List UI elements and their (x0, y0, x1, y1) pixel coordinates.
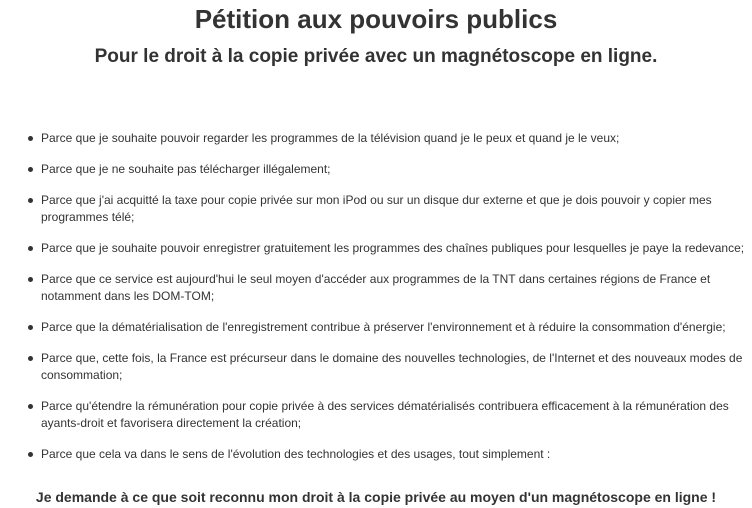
reason-text: Parce que j'ai acquitté la taxe pour copie privée sur mon iPod ou sur un disque dur externe et que je dois pouvoir y copier mes programmes télé; (41, 193, 712, 224)
bullet-icon (28, 167, 33, 172)
list-item (0, 240, 752, 257)
reasons-list (0, 130, 752, 477)
reason-text: Parce qu'étendre la rémunération pour copie privée à des services dématérialisés contribuera efficacement à la rémunération des ayants-droit et favorisera directement la création; (41, 399, 729, 430)
list-item (0, 192, 752, 226)
list-item (0, 130, 752, 147)
bullet-icon (28, 277, 33, 282)
reason-text: Parce que je ne souhaite pas télécharger illégalement; (41, 162, 331, 176)
bullet-icon (28, 198, 33, 203)
reason-text: Parce que la dématérialisation de l'enregistrement contribue à préserver l'environnement et à réduire la consommation d'énergie; (41, 320, 726, 334)
bullet-icon (28, 136, 33, 141)
list-item (0, 398, 752, 432)
reason-text: Parce que je souhaite pouvoir enregistrer gratuitement les programmes des chaînes publiques pour lesquelles je paye la redevance; (41, 241, 745, 255)
page-title: Pétition aux pouvoirs publics (194, 4, 558, 34)
list-item (0, 319, 752, 336)
reason-text: Parce que ce service est aujourd'hui le seul moyen d'accéder aux programmes de la TNT dans certaines régions de France et notamment dans les DOM-TOM; (41, 272, 711, 303)
closing-statement: Je demande à ce que soit reconnu mon droit à la copie privée au moyen d'un magnétoscope en ligne ! (35, 489, 717, 505)
bullet-icon (28, 246, 33, 251)
list-item (0, 446, 752, 463)
bullet-icon (28, 404, 33, 409)
bullet-icon (28, 452, 33, 457)
bullet-icon (28, 356, 33, 361)
reason-text: Parce que je souhaite pouvoir regarder les programmes de la télévision quand je le peux et quand je le veux; (41, 131, 620, 145)
reason-text: Parce que, cette fois, la France est précurseur dans le domaine des nouvelles technologies, de l'Internet et des nouveaux modes de consommation; (41, 351, 743, 382)
reason-text: Parce que cela va dans le sens de l'évolution des technologies et des usages, tout simplement : (41, 447, 551, 461)
page-subtitle: Pour le droit à la copie privée avec un magnétoscope en ligne. (94, 46, 658, 67)
bullet-icon (28, 325, 33, 330)
list-item (0, 161, 752, 178)
list-item (0, 350, 752, 384)
list-item (0, 271, 752, 305)
